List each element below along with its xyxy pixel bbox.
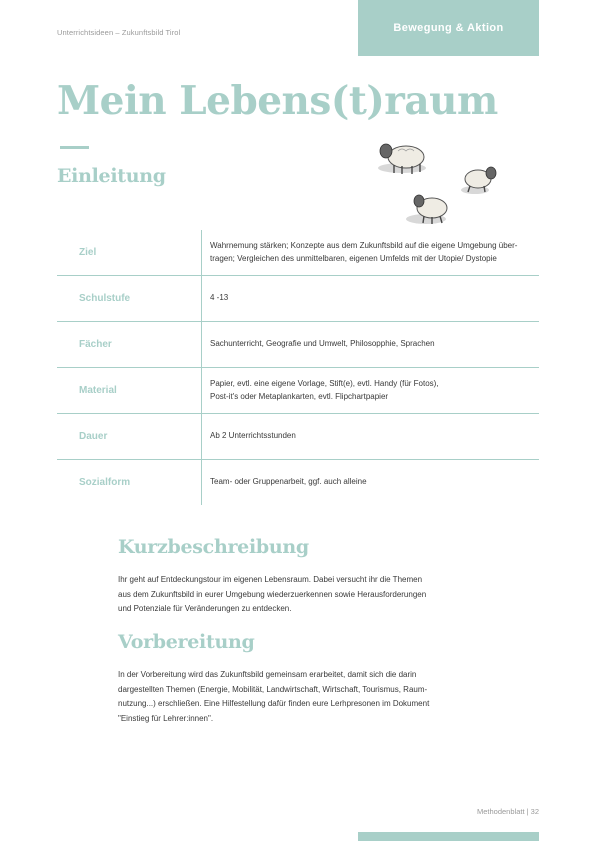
sheep-icon [378,144,426,174]
row-label: Fächer [57,322,202,368]
sheep-illustration [372,135,502,230]
row-label: Dauer [57,414,202,460]
intro-heading: Einleitung [57,165,166,187]
row-label: Material [57,368,202,414]
vorbereitung-heading: Vorbereitung [118,631,255,653]
category-tab-label: Bewegung & Aktion [393,22,504,34]
row-value: Papier, evtl. eine eigene Vorlage, Stift(e), evtl. Handy (für Fotos), Post-it's oder Metaplankarten, evtl. Flipchartpapier [202,368,540,414]
table-row [57,414,539,460]
sheep-icon [461,167,496,194]
row-label: Schulstufe [57,276,202,322]
page-number: Methodenblatt | 32 [477,807,539,816]
row-value: Ab 2 Unterrichtsstunden [202,414,540,460]
info-table [57,230,539,505]
row-value: 4 -13 [202,276,540,322]
title-divider [60,146,89,149]
row-value: Sachunterricht, Geografie und Umwelt, Philosopphie, Sprachen [202,322,540,368]
row-label: Sozialform [57,460,202,506]
row-label: Ziel [79,247,97,258]
table-row [57,276,539,322]
table-row [57,322,539,368]
breadcrumb: Unterrichtsideen – Zukunftsbild Tirol [57,28,181,37]
footer-accent-bar [358,832,539,841]
kurzbeschreibung-text: Ihr geht auf Entdeckungstour im eigenen Lebensraum. Dabei versucht ihr die Themen aus dem Zukunftsbild in eurer Umgebung wiederzuerkennen sowie Herausforderungen und Potenziale für Veränderungen zu entdecken. [118,575,427,613]
table-row [57,230,539,276]
vorbereitung-text: In der Vorbereitung wird das Zukunftsbild gemeinsam erarbeitet, damit sich die darin dargestellten Themen (Energie, Mobilität, Landwirtschaft, Wirtschaft, Tourismus, Raum- nutzung...) erschließen. Eine Hilfestellung dafür finden eure Lerhpresonen im Dokument "Einstieg für Lehrer:innen". [118,670,430,723]
row-value: Wahrnemung stärken; Konzepte aus dem Zukunftsbild auf die eigene Umgebung über- tragen; Vergleichen des unmittelbaren, eigenen Umfelds mit der Utopie/ Dystopie [202,230,540,276]
kurzbeschreibung-heading: Kurzbeschreibung [118,536,309,558]
table-row [57,368,539,414]
category-tab [358,0,539,56]
sheep-icon [406,195,447,224]
page-title: Mein Lebens(t)raum [57,78,498,124]
row-value: Team- oder Gruppenarbeit, ggf. auch alleine [202,460,540,506]
table-row [57,460,539,506]
